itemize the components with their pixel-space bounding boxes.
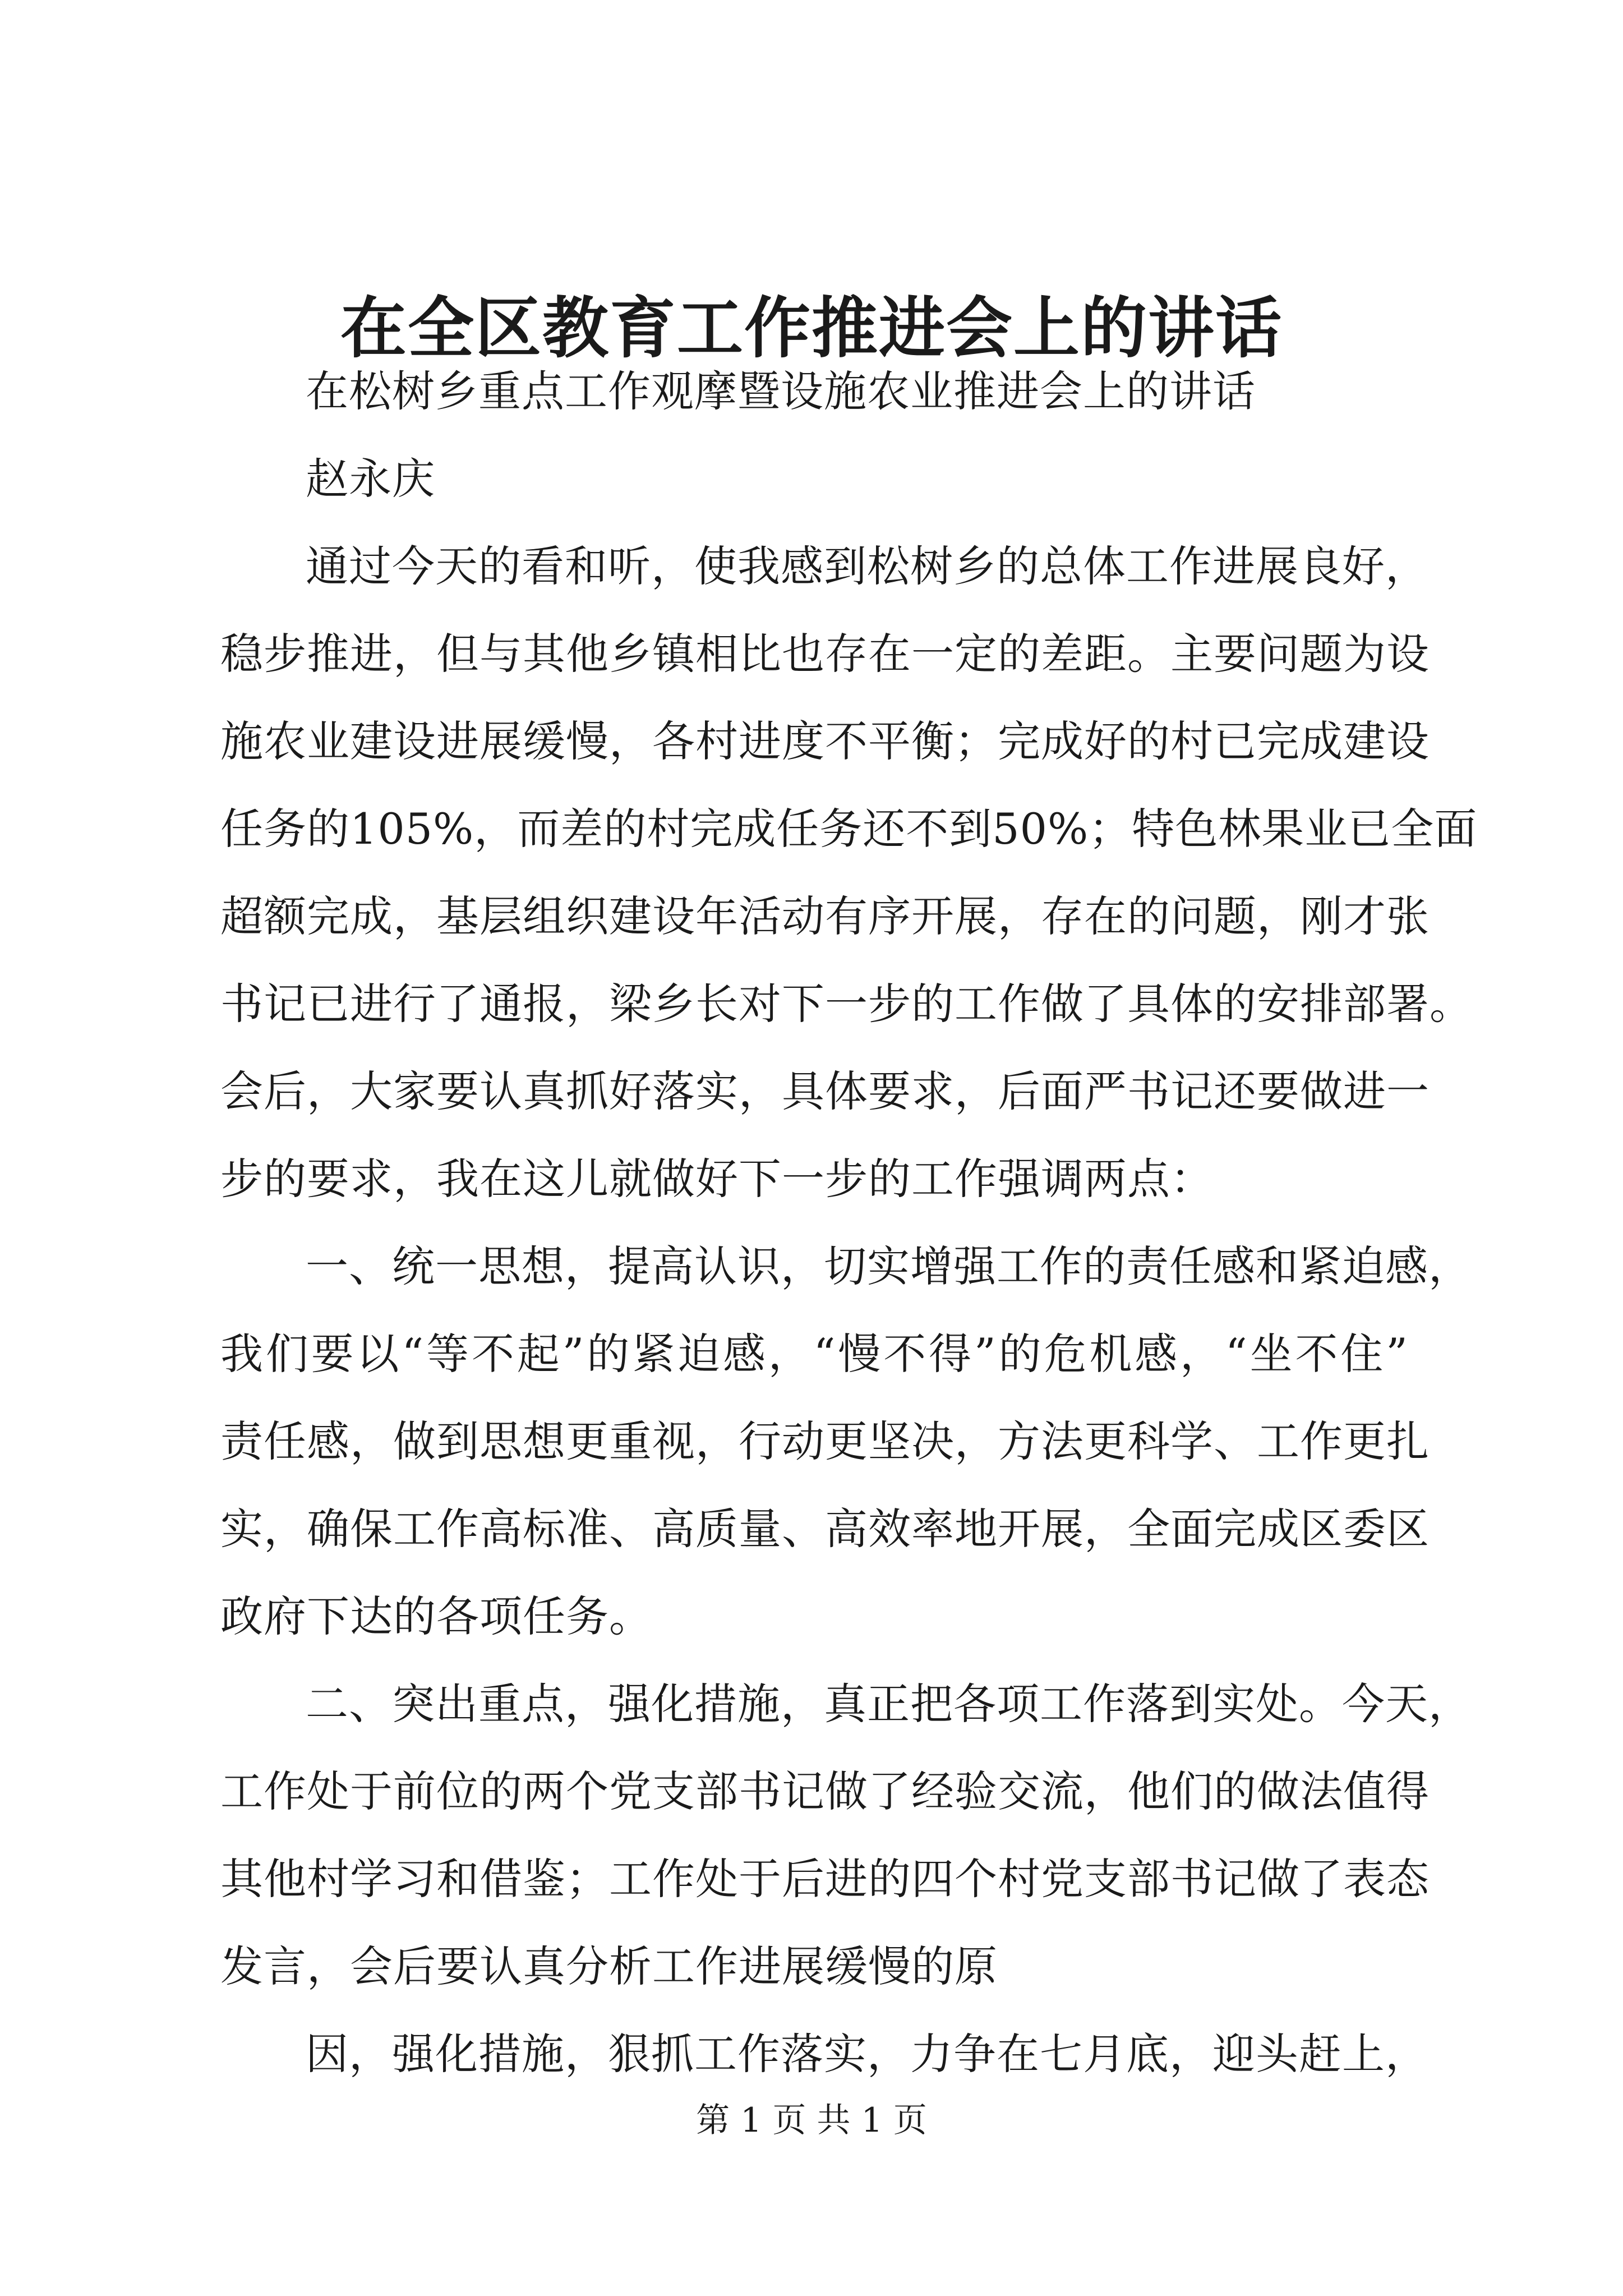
paragraph-line: 施农业建设进展缓慢，各村进度不平衡；完成好的村已完成建设 [220, 716, 1430, 766]
paragraph-line: 通过今天的看和听，使我感到松树乡的总体工作进展良好， [306, 541, 1428, 591]
paragraph-line: 政府下达的各项任务。 [220, 1591, 652, 1641]
paragraph-1 [220, 523, 1478, 1223]
paragraph-line: 责任感，做到思想更重视，行动更坚决，方法更科学、工作更扎 [220, 1416, 1430, 1466]
paragraph-4 [220, 2010, 1428, 2098]
paragraph-3 [220, 1660, 1472, 2010]
paragraph-line: 我们要以“等不起”的紧迫感，“慢不得”的危机感，“坐不住” [220, 1329, 1408, 1379]
author-line: 赵永庆 [306, 454, 435, 504]
paragraph-line: 会后，大家要认真抓好落实，具体要求，后面严书记还要做进一 [220, 1066, 1430, 1116]
paragraph-line: 实，确保工作高标准、高质量、高效率地开展，全面完成区委区 [220, 1504, 1430, 1554]
paragraph-line: 稳步推进，但与其他乡镇相比也存在一定的差距。主要问题为设 [220, 629, 1430, 679]
paragraph-line: 一、统一思想，提高认识，切实增强工作的责任感和紧迫感， [306, 1241, 1472, 1291]
paragraph-line: 其他村学习和借鉴；工作处于后进的四个村党支部书记做了表态 [220, 1854, 1430, 1904]
paragraph-line: 任务的105%，而差的村完成任务还不到50%；特色林果业已全面 [220, 804, 1478, 854]
paragraph-line: 步的要求，我在这儿就做好下一步的工作强调两点： [220, 1154, 1214, 1204]
paragraph-line: 超额完成，基层组织建设年活动有序开展，存在的问题，刚才张 [220, 891, 1430, 941]
document-body [220, 348, 1478, 2098]
paragraph-line: 二、突出重点，强化措施，真正把各项工作落到实处。今天， [306, 1679, 1472, 1729]
subtitle-line: 在松树乡重点工作观摩暨设施农业推进会上的讲话 [306, 366, 1256, 416]
paragraph-line: 发言，会后要认真分析工作进展缓慢的原 [220, 1941, 998, 1991]
paragraph-line: 书记已进行了通报，梁乡长对下一步的工作做了具体的安排部署。 [220, 979, 1473, 1029]
paragraph-line: 工作处于前位的两个党支部书记做了经验交流，他们的做法值得 [220, 1766, 1430, 1816]
page-footer: 第 1 页 共 1 页 [696, 2101, 927, 2140]
paragraph-line: 因，强化措施，狠抓工作落实，力争在七月底，迎头赶上， [306, 2029, 1428, 2079]
document-title: 在全区教育工作推进会上的讲话 [340, 289, 1283, 367]
paragraph-2 [220, 1223, 1472, 1660]
